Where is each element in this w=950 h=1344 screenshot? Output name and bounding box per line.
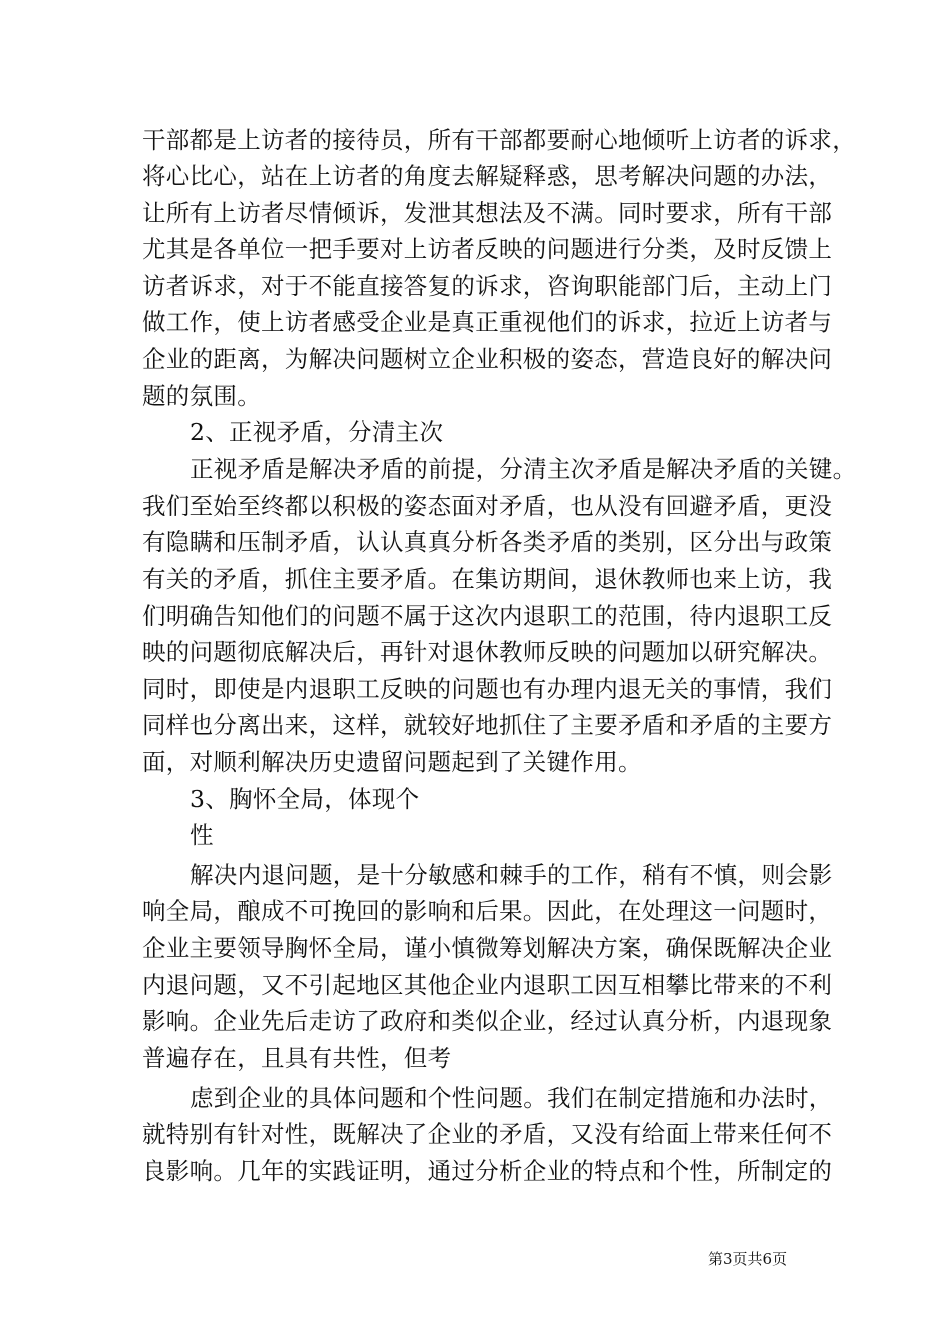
paragraph-line: 影响。企业先后走访了政府和类似企业，经过认真分析，内退现象 (142, 1007, 833, 1035)
paragraph-line: 企业主要领导胸怀全局，谨小慎微筹划解决方案，确保既解决企业 (142, 934, 833, 962)
section-heading: 3、胸怀全局，体现个 (190, 785, 420, 813)
paragraph-line: 良影响。几年的实践证明，通过分析企业的特点和个性，所制定的 (142, 1157, 833, 1185)
paragraph-line: 正视矛盾是解决矛盾的前提，分清主次矛盾是解决矛盾的关键。 (190, 455, 857, 483)
paragraph-line: 普遍存在，且具有共性，但考 (142, 1044, 452, 1072)
paragraph-line: 我们至始至终都以积极的姿态面对矛盾，也从没有回避矛盾，更没 (142, 492, 833, 520)
paragraph-line: 有隐瞒和压制矛盾，认认真真分析各类矛盾的类别，区分出与政策 (142, 528, 833, 556)
paragraph-line: 们明确告知他们的问题不属于这次内退职工的范围，待内退职工反 (142, 602, 833, 630)
section-heading: 2、正视矛盾，分清主次 (190, 418, 444, 446)
paragraph-line: 题的氛围。 (142, 382, 261, 410)
paragraph-line: 将心比心，站在上访者的角度去解疑释惑，思考解决问题的办法， (142, 162, 833, 190)
paragraph-line: 面，对顺利解决历史遗留问题起到了关键作用。 (142, 748, 642, 776)
paragraph-line: 企业的距离，为解决问题树立企业积极的姿态，营造良好的解决问 (142, 345, 833, 373)
paragraph-line: 响全局，酿成不可挽回的影响和后果。因此，在处理这一问题时， (142, 897, 833, 925)
paragraph-line: 访者诉求，对于不能直接答复的诉求，咨询职能部门后，主动上门 (142, 272, 833, 300)
section-heading: 性 (190, 821, 214, 849)
paragraph-line: 有关的矛盾，抓住主要矛盾。在集访期间，退休教师也来上访，我 (142, 565, 833, 593)
paragraph-line: 就特别有针对性，既解决了企业的矛盾，又没有给面上带来任何不 (142, 1120, 833, 1148)
paragraph-line: 干部都是上访者的接待员，所有干部都要耐心地倾听上访者的诉求， (142, 126, 856, 154)
paragraph-line: 同时，即使是内退职工反映的问题也有办理内退无关的事情，我们 (142, 675, 833, 703)
paragraph-line: 解决内退问题，是十分敏感和棘手的工作，稍有不慎，则会影 (190, 861, 833, 889)
paragraph-line: 同样也分离出来，这样，就较好地抓住了主要矛盾和矛盾的主要方 (142, 711, 833, 739)
paragraph-line: 让所有上访者尽情倾诉，发泄其想法及不满。同时要求，所有干部 (142, 199, 833, 227)
page-number: 第3页共6页 (708, 1250, 788, 1268)
paragraph-line: 内退问题，又不引起地区其他企业内退职工因互相攀比带来的不利 (142, 971, 833, 999)
paragraph-line: 映的问题彻底解决后，再针对退休教师反映的问题加以研究解决。 (142, 638, 833, 666)
paragraph-line: 做工作，使上访者感受企业是真正重视他们的诉求，拉近上访者与 (142, 308, 833, 336)
paragraph-line: 虑到企业的具体问题和个性问题。我们在制定措施和办法时， (190, 1084, 833, 1112)
paragraph-line: 尤其是各单位一把手要对上访者反映的问题进行分类，及时反馈上 (142, 235, 833, 263)
